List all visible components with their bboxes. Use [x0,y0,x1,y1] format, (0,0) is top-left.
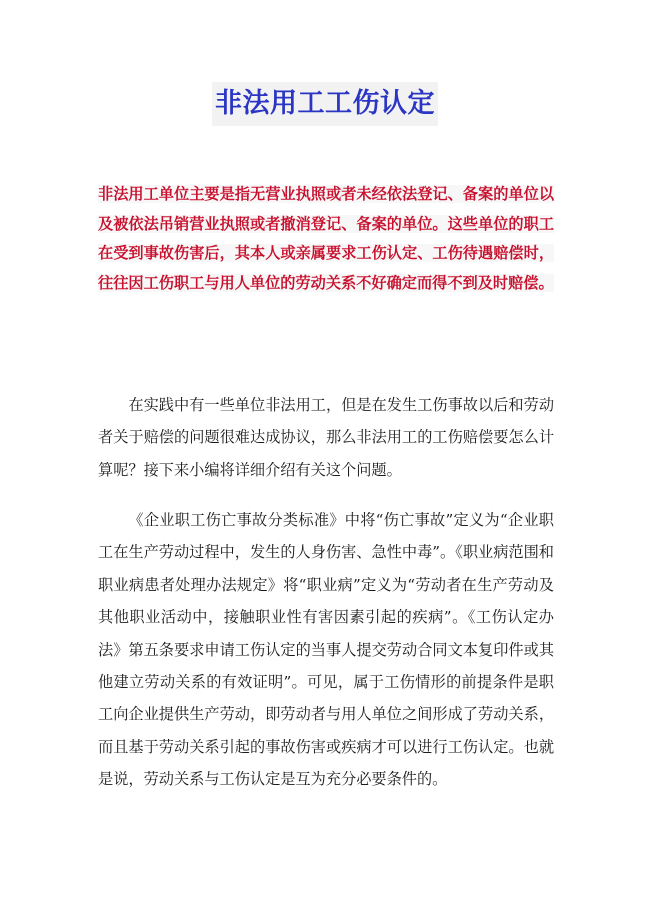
document-title [0,82,650,126]
body-paragraph: 《企业职工伤亡事故分类标准》中将“伤亡事故”定义为“企业职工在生产劳动过程中，发生的人身伤害、急性中毒”。《职业病范围和职业病患者处理办法规定》将“职业病”定义为“劳动者在生产劳动及其他职业活动中，接触职业性有害因素引起的疾病”。《工伤认定办法》第五条要求申请工伤认定的当事人提交劳动合同文本复印件或其他建立劳动关系的有效证明”。可见，属于工伤情形的前提条件是职工向企业提供生产劳动，即劳动者与用人单位之间形成了劳动关系，而且基于劳动关系引起的事故伤害或疾病才可以进行工伤认定。也就是说，劳动关系与工伤认定是互为充分必要条件的。 [98,511,554,789]
body-paragraph: 在实践中有一些单位非法用工，但是在发生工伤事故以后和劳动者关于赔偿的问题很难达成协议，那么非法用工的工伤赔偿要怎么计算呢？接下来小编将详细介绍有关这个问题。 [98,396,554,479]
summary-text: 非法用工单位主要是指无营业执照或者未经依法登记、备案的单位以及被依法吊销营业执照或者撤消登记、备案的单位。这些单位的职工在受到事故伤害后，其本人或亲属要求工伤认定、工伤待遇赔偿时，往往因工伤职工与用人单位的劳动关系不好确定而得不到及时赔偿。 [98,185,554,292]
summary-paragraph [98,180,554,298]
document-title-text: 非法用工工伤认定 [212,82,438,126]
